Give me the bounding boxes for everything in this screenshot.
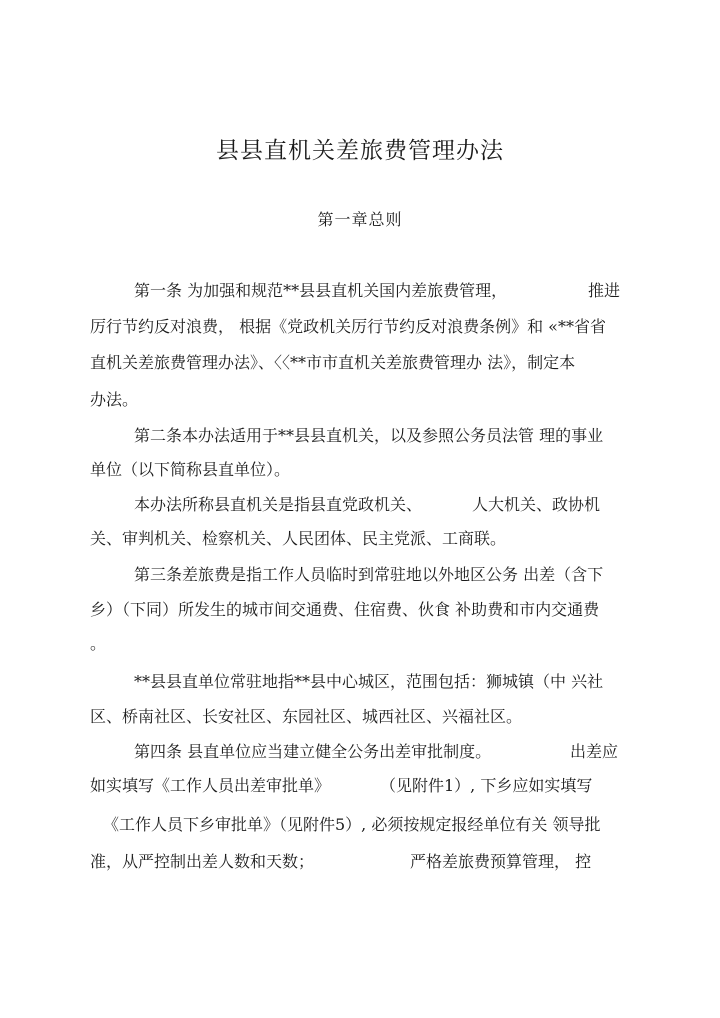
article-1-line-3: 直机关差旅费管理办法》、〈〈**市市直机关差旅费管理办 法》，制定本 xyxy=(90,353,576,372)
chapter-heading: 第一章总则 xyxy=(317,210,403,229)
article-4-line-3: 《工作人员下乡审批单》（见附件5）, 必须按规定报经单位有关 领导批 xyxy=(103,815,601,834)
article-4-line-1b: 出差应 xyxy=(570,742,619,761)
article-4-line-2b: （见附件1）, 下乡应如实填写 xyxy=(380,776,593,795)
paragraph-residence-line-1: **县县直单位常驻地指**县中心城区，范围包括：狮城镇（中 兴社 xyxy=(134,672,604,691)
paragraph-organs-line-2: 关、审判机关、检察机关、人民团体、民主党派、工商联。 xyxy=(90,529,507,548)
article-1-line-2: 厉行节约反对浪费， 根据《党政机关厉行节约反对浪费条例》和 «**省省 xyxy=(90,317,606,336)
paragraph-organs-line-1b: 人大机关、政协机 xyxy=(472,495,601,514)
document-title: 县县直机关差旅费管理办法 xyxy=(216,138,504,164)
article-4-line-2a: 如实填写《工作人员出差审批单》 xyxy=(90,776,331,795)
article-3-line-3: 。 xyxy=(90,634,107,653)
article-1-line-1b: 推进 xyxy=(588,281,621,300)
article-1-line-4: 办法。 xyxy=(90,390,139,409)
article-2-line-2: 单位（以下简称县直单位）。 xyxy=(90,460,291,479)
article-1-line-1a: 第一条 为加强和规范**县县直机关国内差旅费管理， xyxy=(134,281,508,300)
article-4-line-4b: 严格差旅费预算管理， 控 xyxy=(410,852,592,871)
article-4-line-1a: 第四条 县直单位应当建立健全公务出差审批制度。 xyxy=(134,742,492,761)
article-3-line-2: 乡）（下同）所发生的城市间交通费、住宿费、伙食 补助费和市内交通费 xyxy=(90,600,600,619)
paragraph-organs-line-1a: 本办法所称县直机关是指县直党政机关、 xyxy=(134,495,423,514)
article-4-line-4a: 准，从严控制出差人数和天数； xyxy=(90,852,315,871)
article-3-line-1: 第三条差旅费是指工作人员临时到常驻地以外地区公务 出差（含下 xyxy=(134,565,604,584)
article-2-line-1: 第二条本办法适用于**县县直机关，以及参照公务员法管 理的事业 xyxy=(134,426,604,445)
paragraph-residence-line-2: 区、桥南社区、长安社区、东园社区、城西社区、兴福社区。 xyxy=(90,707,523,726)
